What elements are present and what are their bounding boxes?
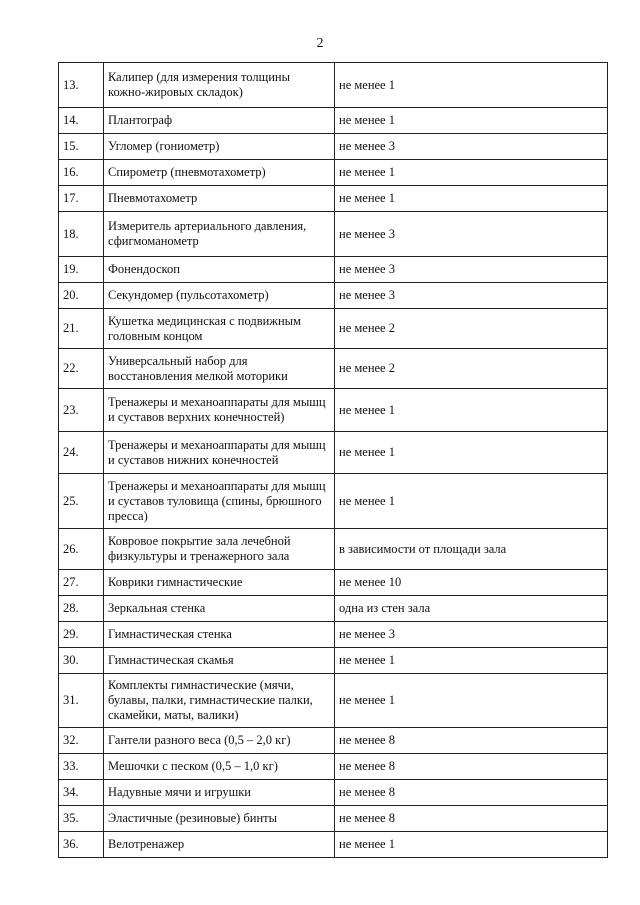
- table-row: [59, 622, 608, 648]
- row-number: 21.: [59, 309, 104, 349]
- row-number: 33.: [59, 754, 104, 780]
- table-row: [59, 596, 608, 622]
- equipment-name: Пневмотахометр: [104, 186, 335, 212]
- table-row: [59, 63, 608, 108]
- equipment-name: Измеритель артериального давления, сфигмоманометр: [104, 212, 335, 257]
- equipment-quantity: не менее 2: [335, 309, 608, 349]
- row-number: 19.: [59, 257, 104, 283]
- row-number: 30.: [59, 648, 104, 674]
- table-row: [59, 432, 608, 474]
- equipment-name: Плантограф: [104, 108, 335, 134]
- equipment-name: Тренажеры и механоаппараты для мышц и суставов нижних конечностей: [104, 432, 335, 474]
- table-row: [59, 728, 608, 754]
- table-row: [59, 108, 608, 134]
- equipment-name: Гантели разного веса (0,5 – 2,0 кг): [104, 728, 335, 754]
- row-number: 31.: [59, 674, 104, 728]
- equipment-name: Секундомер (пульсотахометр): [104, 283, 335, 309]
- equipment-quantity: не менее 3: [335, 622, 608, 648]
- table-row: [59, 754, 608, 780]
- equipment-name: Гимнастическая стенка: [104, 622, 335, 648]
- row-number: 26.: [59, 529, 104, 570]
- equipment-quantity: не менее 3: [335, 212, 608, 257]
- table-row: [59, 309, 608, 349]
- equipment-name: Мешочки с песком (0,5 – 1,0 кг): [104, 754, 335, 780]
- row-number: 35.: [59, 806, 104, 832]
- equipment-name: Тренажеры и механоаппараты для мышц и суставов туловища (спины, брюшного пресса): [104, 474, 335, 529]
- table-row: [59, 529, 608, 570]
- row-number: 27.: [59, 570, 104, 596]
- equipment-name: Калипер (для измерения толщины кожно-жировых складок): [104, 63, 335, 108]
- equipment-quantity: не менее 10: [335, 570, 608, 596]
- equipment-quantity: не менее 1: [335, 832, 608, 858]
- equipment-quantity: не менее 3: [335, 134, 608, 160]
- equipment-name: Кушетка медицинская с подвижным головным концом: [104, 309, 335, 349]
- row-number: 20.: [59, 283, 104, 309]
- equipment-name: Ковровое покрытие зала лечебной физкультуры и тренажерного зала: [104, 529, 335, 570]
- equipment-quantity: не менее 1: [335, 674, 608, 728]
- row-number: 22.: [59, 349, 104, 389]
- row-number: 13.: [59, 63, 104, 108]
- equipment-name: Зеркальная стенка: [104, 596, 335, 622]
- row-number: 25.: [59, 474, 104, 529]
- equipment-name: Комплекты гимнастические (мячи, булавы, палки, гимнастические палки, скамейки, маты, валики): [104, 674, 335, 728]
- row-number: 18.: [59, 212, 104, 257]
- equipment-quantity: в зависимости от площади зала: [335, 529, 608, 570]
- table-row: [59, 186, 608, 212]
- equipment-quantity: не менее 8: [335, 780, 608, 806]
- page-number: 2: [316, 36, 324, 51]
- table-row: [59, 780, 608, 806]
- equipment-name: Угломер (гониометр): [104, 134, 335, 160]
- table-row: [59, 389, 608, 432]
- equipment-quantity: не менее 1: [335, 186, 608, 212]
- equipment-name: Универсальный набор для восстановления мелкой моторики: [104, 349, 335, 389]
- equipment-name: Спирометр (пневмотахометр): [104, 160, 335, 186]
- equipment-name: Гимнастическая скамья: [104, 648, 335, 674]
- equipment-quantity: одна из стен зала: [335, 596, 608, 622]
- table-row: [59, 474, 608, 529]
- equipment-quantity: не менее 1: [335, 474, 608, 529]
- equipment-name: Надувные мячи и игрушки: [104, 780, 335, 806]
- equipment-name: Фонендоскоп: [104, 257, 335, 283]
- equipment-quantity: не менее 1: [335, 63, 608, 108]
- equipment-quantity: не менее 1: [335, 648, 608, 674]
- row-number: 23.: [59, 389, 104, 432]
- equipment-quantity: не менее 8: [335, 754, 608, 780]
- equipment-quantity: не менее 3: [335, 283, 608, 309]
- row-number: 29.: [59, 622, 104, 648]
- equipment-quantity: не менее 8: [335, 806, 608, 832]
- equipment-name: Коврики гимнастические: [104, 570, 335, 596]
- row-number: 24.: [59, 432, 104, 474]
- row-number: 34.: [59, 780, 104, 806]
- table-row: [59, 674, 608, 728]
- equipment-table-body: [59, 63, 608, 858]
- equipment-quantity: не менее 1: [335, 389, 608, 432]
- equipment-quantity: не менее 8: [335, 728, 608, 754]
- table-row: [59, 212, 608, 257]
- table-row: [59, 806, 608, 832]
- table-row: [59, 349, 608, 389]
- row-number: 14.: [59, 108, 104, 134]
- table-row: [59, 134, 608, 160]
- equipment-quantity: не менее 2: [335, 349, 608, 389]
- equipment-quantity: не менее 3: [335, 257, 608, 283]
- table-row: [59, 648, 608, 674]
- row-number: 16.: [59, 160, 104, 186]
- row-number: 32.: [59, 728, 104, 754]
- row-number: 15.: [59, 134, 104, 160]
- equipment-name: Эластичные (резиновые) бинты: [104, 806, 335, 832]
- row-number: 17.: [59, 186, 104, 212]
- table-row: [59, 257, 608, 283]
- equipment-quantity: не менее 1: [335, 108, 608, 134]
- equipment-table: [58, 62, 608, 858]
- table-row: [59, 160, 608, 186]
- table-row: [59, 570, 608, 596]
- row-number: 28.: [59, 596, 104, 622]
- table-row: [59, 283, 608, 309]
- equipment-quantity: не менее 1: [335, 432, 608, 474]
- row-number: 36.: [59, 832, 104, 858]
- equipment-quantity: не менее 1: [335, 160, 608, 186]
- equipment-name: Велотренажер: [104, 832, 335, 858]
- equipment-name: Тренажеры и механоаппараты для мышц и суставов верхних конечностей): [104, 389, 335, 432]
- table-row: [59, 832, 608, 858]
